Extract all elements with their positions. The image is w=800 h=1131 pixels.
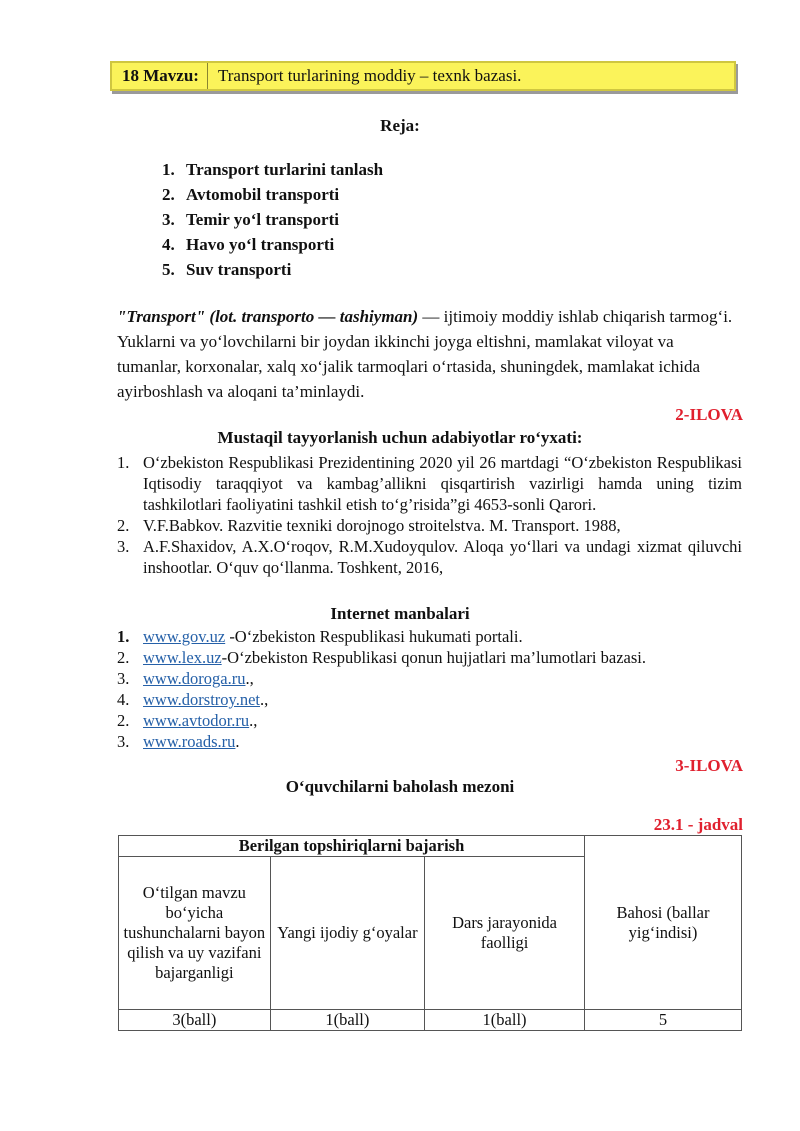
table-cell: 3(ball) (119, 1010, 271, 1031)
table-label: 23.1 - jadval (653, 815, 743, 834)
list-item: 2. www.lex.uz-O‘zbekiston Respublikasi qonun hujjatlari ma’lumotlari bazasi. (117, 648, 646, 667)
list-item: 3. www.roads.ru. (117, 732, 240, 751)
plan-title: Reja: (380, 116, 420, 135)
topic-number: 18 Mavzu: (112, 63, 208, 89)
list-item: 1. www.gov.uz -O‘zbekiston Respublikasi hukumati portali. (117, 627, 523, 646)
table-header-activity: Dars jarayonida faolligi (425, 857, 585, 1010)
table-header-ideas: Yangi ijodiy g‘oyalar (270, 857, 424, 1010)
table-header-topic: O‘tilgan mavzu bo‘yicha tushunchalarni bayon qilish va uy vazifani bajarganligi (119, 857, 271, 1010)
list-item: 1. O‘zbekiston Respublikasi Prezidentining 2020 yil 26 martdagi “O‘zbekiston Respublikasi Iqtisodiy taraqqiyot va kambag’allikni qisqartirish vazirligi hamda uning tizim tashkilotlari faoliyatini tashkil etish to‘g’risida”gi 4653-sonli Qarori. (117, 453, 742, 514)
appendix-2-label: 2-ILOVA (675, 405, 743, 424)
table-cell: 5 (584, 1010, 741, 1031)
link-doroga[interactable]: www.doroga.ru (143, 669, 246, 688)
table-cell: 1(ball) (270, 1010, 424, 1031)
list-item: 3. A.F.Shaxidov, A.X.O‘roqov, R.M.Xudoyqulov. Aloqa yo‘llari va undagi xizmat qiluvchi inshootlar. O‘quv qo‘llanma. Toshkent, 2016, (117, 537, 742, 577)
internet-title: Internet manbalari (330, 604, 470, 623)
plan-item: 2. Avtomobil transporti (162, 185, 340, 204)
link-roads[interactable]: www.roads.ru (143, 732, 236, 751)
link-gov[interactable]: www.gov.uz (143, 627, 226, 646)
definition-term: "Transport" (lot. transporto — tashiyman) (117, 307, 419, 326)
plan-item: 5. Suv transporti (162, 260, 292, 279)
plan-list (162, 157, 383, 282)
plan-item: 3. Temir yo‘l transporti (162, 210, 339, 229)
literature-title: Mustaqil tayyorlanish uchun adabiyotlar ro‘yxati: (217, 428, 583, 447)
table-row (119, 1010, 742, 1031)
appendix-3-label: 3-ILOVA (675, 756, 743, 775)
topic-title: Transport turlarining moddiy – texnk bazasi. (217, 66, 522, 85)
table-header-score: Bahosi (ballar yig‘indisi) (584, 836, 741, 1010)
internet-list (117, 626, 646, 752)
link-avtodor[interactable]: www.avtodor.ru (143, 711, 250, 730)
definition-text: — ijtimoiy moddiy ishlab chiqarish tarmog‘i. Yuklarni va yo‘lovchilarni bir joydan ikkinchi joyga eltishni, mamlakat viloyat va tumanlar, korxonalar, xalq xo‘jalik tarmoqlari o‘rtasida, shuningdek, mamlakat ichida ayirboshlash va aloqani ta’minlaydi. (117, 307, 733, 401)
plan-item: 1. Transport turlarini tanlash (162, 160, 384, 179)
list-item: 3. www.doroga.ru., (117, 669, 254, 688)
table-group-header: Berilgan topshiriqlarni bajarish (119, 836, 585, 857)
list-item: 2. V.F.Babkov. Razvitie texniki dorojnogo stroitelstva. M. Transport. 1988, (117, 516, 621, 535)
grading-title: O‘quvchilarni baholash mezoni (285, 777, 515, 796)
list-item: 2. www.avtodor.ru., (117, 711, 258, 730)
definition-paragraph (117, 304, 737, 404)
literature-list (117, 452, 742, 578)
link-lex[interactable]: www.lex.uz (143, 648, 222, 667)
link-dorstroy[interactable]: www.dorstroy.net (143, 690, 261, 709)
grading-table (118, 835, 742, 1031)
plan-item: 4. Havo yo‘l transporti (162, 235, 335, 254)
table-cell: 1(ball) (425, 1010, 585, 1031)
list-item: 4. www.dorstroy.net., (117, 690, 269, 709)
topic-header (110, 61, 736, 91)
